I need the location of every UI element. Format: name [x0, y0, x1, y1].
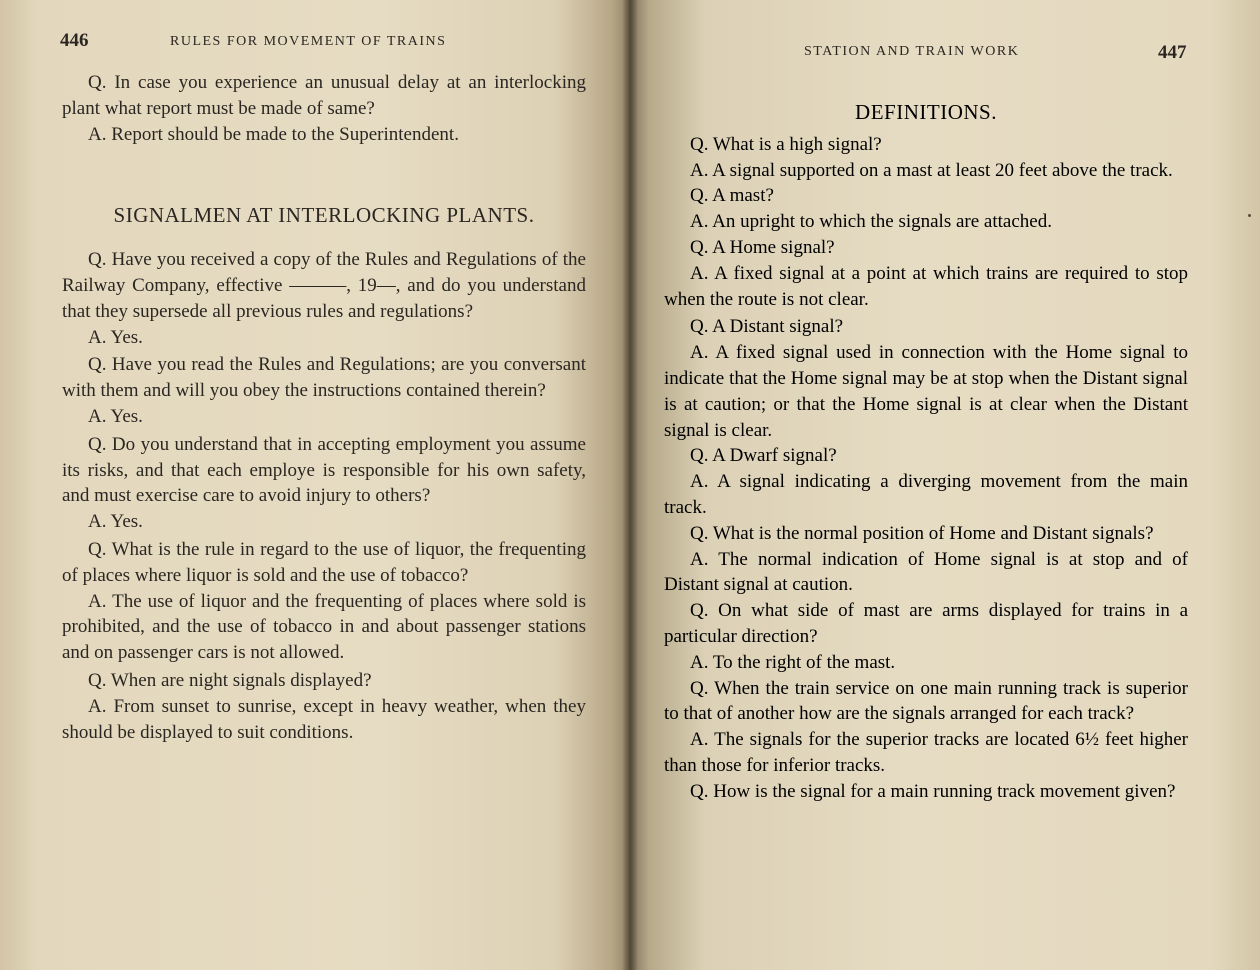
section-title-right: DEFINITIONS.: [855, 100, 997, 124]
qa-paragraph: A. To the right of the mast.: [690, 651, 896, 673]
qa-paragraph: Q. A Home signal?: [690, 236, 835, 258]
qa-paragraph: A. From sunset to sunrise, except in heavy weather, when they should be displayed to suit conditions.: [62, 695, 586, 743]
right-page-body: [664, 100, 1188, 805]
qa-paragraph: A. The normal indication of Home signal is at stop and of Distant signal at caution.: [664, 548, 1188, 596]
qa-paragraph: Q. What is the rule in regard to the use of liquor, the frequenting of places where liquor is sold and the use of tobacco?: [62, 538, 586, 586]
qa-paragraph: Q. Do you understand that in accepting employment you assume its risks, and that each employe is responsible for his own safety, and must exercise care to avoid injury to others?: [62, 433, 586, 507]
qa-paragraph: Q. When are night signals displayed?: [88, 669, 372, 691]
qa-paragraph: Q. A mast?: [690, 185, 774, 207]
qa-paragraph: Q. Have you received a copy of the Rules and Regulations of the Railway Company, effective ———, 19—, and do you understand that they supersede all previous rules and regulations?: [62, 249, 586, 322]
qa-paragraph: Q. A Dwarf signal?: [690, 445, 837, 467]
qa-paragraph: Q. How is the signal for a main running track movement given?: [690, 780, 1176, 802]
qa-paragraph: A. An upright to which the signals are attached.: [690, 211, 1052, 233]
qa-paragraph: A. The use of liquor and the frequenting of places where sold is prohibited, and the use of tobacco in and about passenger stations and on passenger cars is not allowed.: [62, 590, 586, 664]
qa-paragraph: Q. What is a high signal?: [690, 133, 882, 155]
paper-speck: [1248, 214, 1251, 217]
qa-paragraph: A. Yes.: [88, 405, 143, 427]
qa-paragraph: Q. Have you read the Rules and Regulations; are you conversant with them and will you obey the instructions contained therein?: [62, 354, 586, 402]
qa-paragraph: A. Yes.: [88, 326, 143, 348]
qa-paragraph: A. Report should be made to the Superintendent.: [88, 123, 459, 145]
qa-paragraph: Q. When the train service on one main running track is superior to that of another how are the signals arranged for each track?: [664, 677, 1188, 725]
qa-paragraph: Q. A Distant signal?: [690, 316, 844, 338]
qa-paragraph: A. A signal supported on a mast at least 20 feet above the track.: [690, 159, 1173, 181]
book-gutter: [622, 0, 638, 970]
left-page-body: [62, 70, 586, 745]
qa-paragraph: Q. In case you experience an unusual delay at an interlocking plant what report must be made of same?: [62, 72, 586, 119]
qa-paragraph: A. A signal indicating a diverging movement from the main track.: [664, 471, 1188, 518]
qa-paragraph: A. The signals for the superior tracks are located 6½ feet higher than those for inferior tracks.: [664, 729, 1188, 776]
qa-paragraph: A. A fixed signal at a point at which trains are required to stop when the route is not clear.: [664, 262, 1188, 310]
running-head-left: RULES FOR MOVEMENT OF TRAINS: [170, 34, 447, 49]
qa-paragraph: A. Yes.: [88, 511, 143, 533]
running-head-right: STATION AND TRAIN WORK: [804, 44, 1020, 59]
qa-paragraph: Q. On what side of mast are arms displayed for trains in a particular direction?: [664, 600, 1188, 647]
section-title-left: SIGNALMEN AT INTERLOCKING PLANTS.: [113, 203, 535, 228]
qa-paragraph: A. A fixed signal used in connection with the Home signal to indicate that the Home signal may be at stop when the Distant signal is at caution; or that the Home signal is at clear when the Distant signal is clear.: [664, 342, 1188, 441]
page-number-right: 447: [1158, 42, 1187, 63]
qa-paragraph: Q. What is the normal position of Home and Distant signals?: [690, 522, 1154, 544]
page-number-left: 446: [60, 30, 89, 51]
